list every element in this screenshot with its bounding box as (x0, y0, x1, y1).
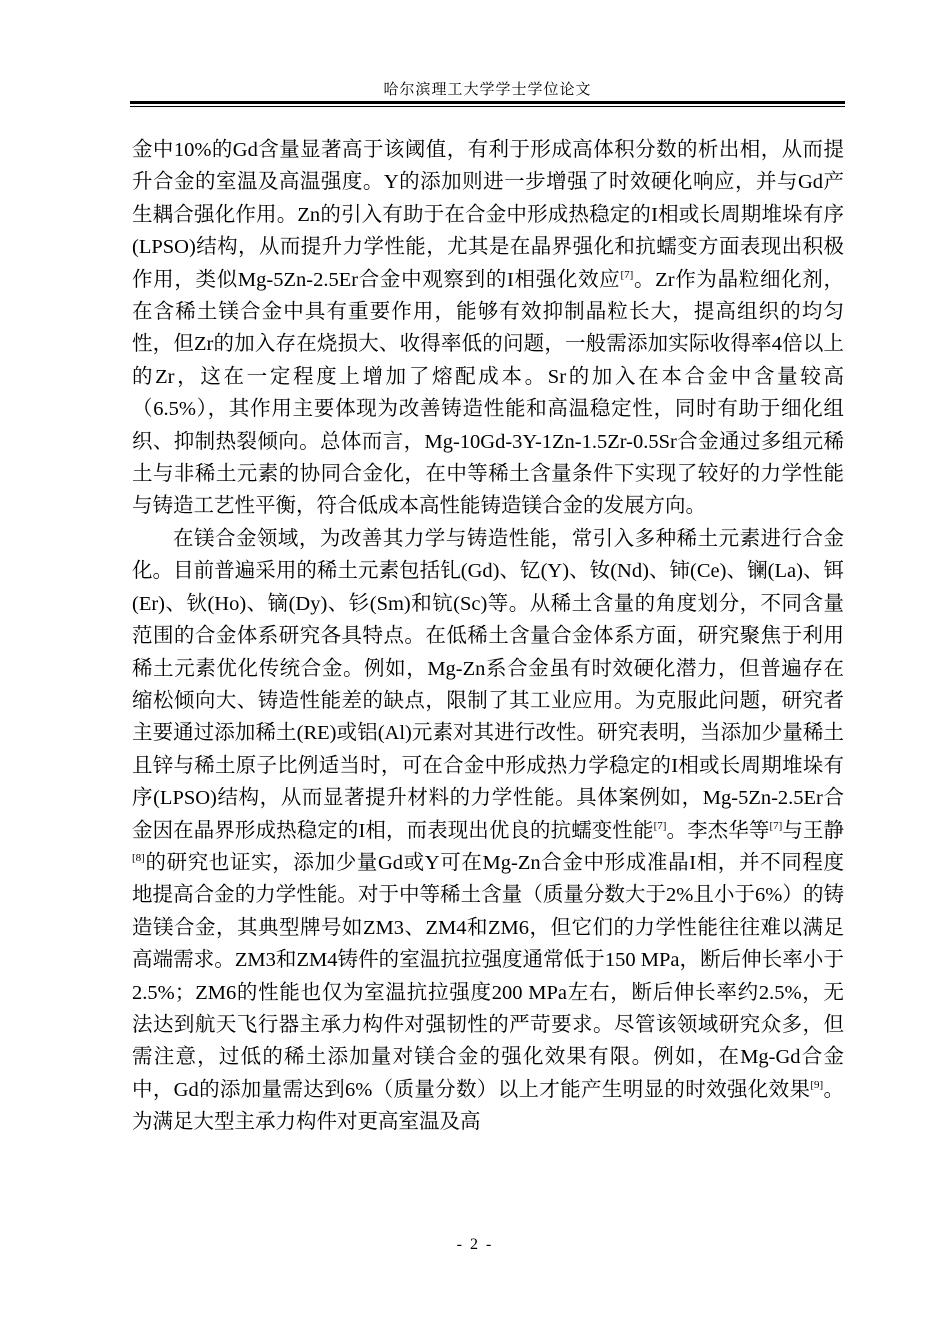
page-number: - 2 - (456, 1236, 494, 1253)
header-rule-thin (130, 106, 845, 107)
citation: [7] (653, 819, 667, 832)
citation: [9] (810, 1078, 824, 1091)
citation: [7] (769, 819, 783, 832)
running-header: 哈尔滨理工大学学士学位论文 (383, 80, 592, 98)
paragraph-rare-earth (132, 523, 844, 1139)
text-segment: 的研究也证实，添加少量Gd或Y可在Mg-Zn合金中形成准晶I相，并不同程度地提高合金的力学性能。对于中等稀土含量（质量分数大于2%且小于6%）的铸造镁合金，其典型牌号如ZM3、ZM4和ZM6，但它们的力学性能往往难以满足高端需求。ZM3和ZM4铸件的室温抗拉强度通常低于150 MPa，断后伸长率小于2.5%；ZM6的性能也仅为室温抗拉强度200 MPa左右，断后伸长率约2.5%，无法达到航天飞行器主承力构件对强韧性的严苛要求。尽管该领域研究众多，但需注意，过低的稀土添加量对镁合金的强化效果有限。例如，在Mg-Gd合金中，Gd的添加量需达到6%（质量分数）以上才能产生明显的时效强化效果 (132, 851, 844, 1101)
text-segment: 金中10%的Gd含量显著高于该阈值，有利于形成高体积分数的析出相，从而提升合金的室温及高温强度。Y的添加则进一步增强了时效硬化响应，并与Gd产生耦合强化作用。Zn的引入有助于在合金中形成热稳定的I相或长周期堆垛有序(LPSO)结构，从而提升力学性能，尤其是在晶界强化和抗蠕变方面表现出积极作用，类似Mg-5Zn-2.5Er合金中观察到的I相强化效应 (132, 139, 844, 291)
text-segment: 。Zr作为晶粒细化剂，在含稀土镁合金中具有重要作用，能够有效抑制晶粒长大，提高组织的均匀性，但Zr的加入存在烧损大、收得率低的问题，一般需添加实际收得率4倍以上的Zr，这在一定程度上增加了熔配成本。Sr的加入在本合金中含量较高（6.5%），其作用主要体现为改善铸造性能和高温稳定性，同时有助于细化组织、抑制热裂倾向。总体而言，Mg-10Gd-3Y-1Zn-1.5Zr-0.5Sr合金通过多组元稀土与非稀土元素的协同合金化，在中等稀土含量条件下实现了较好的力学性能与铸造工艺性平衡，符合低成本高性能铸造镁合金的发展方向。 (132, 268, 844, 518)
body-text (132, 134, 844, 1139)
citation: [8] (132, 851, 145, 864)
citation: [7] (620, 268, 634, 281)
text-segment: 在镁合金领域，为改善其力学与铸造性能，常引入多种稀土元素进行合金化。目前普遍采用的稀土元素包括钆(Gd)、钇(Y)、钕(Nd)、铈(Ce)、镧(La)、铒(Er)、钬(Ho)、镝(Dy)、钐(Sm)和钪(Sc)等。从稀土含量的角度划分，不同含量范围的合金体系研究各具特点。在低稀土含量合金体系方面，研究聚焦于利用稀土元素优化传统合金。例如，Mg-Zn系合金虽有时效硬化潜力，但普遍存在缩松倾向大、铸造性能差的缺点，限制了其工业应用。为克服此问题，研究者主要通过添加稀土(RE)或铝(Al)元素对其进行改性。研究表明，当添加少量稀土且锌与稀土原子比例适当时，可在合金中形成热力学稳定的I相或长周期堆垛有序(LPSO)结构，从而显著提升材料的力学性能。具体案例如，Mg-5Zn-2.5Er合金因在晶界形成热稳定的I相，而表现出优良的抗蠕变性能 (132, 527, 844, 842)
paragraph-continued (132, 134, 844, 523)
header-rule-thick (130, 101, 845, 104)
text-segment: 。为满足大型主承力构件对更高室温及高 (132, 1078, 844, 1134)
text-segment: 与王静 (782, 819, 845, 842)
text-segment: 。李杰华等 (666, 819, 770, 842)
